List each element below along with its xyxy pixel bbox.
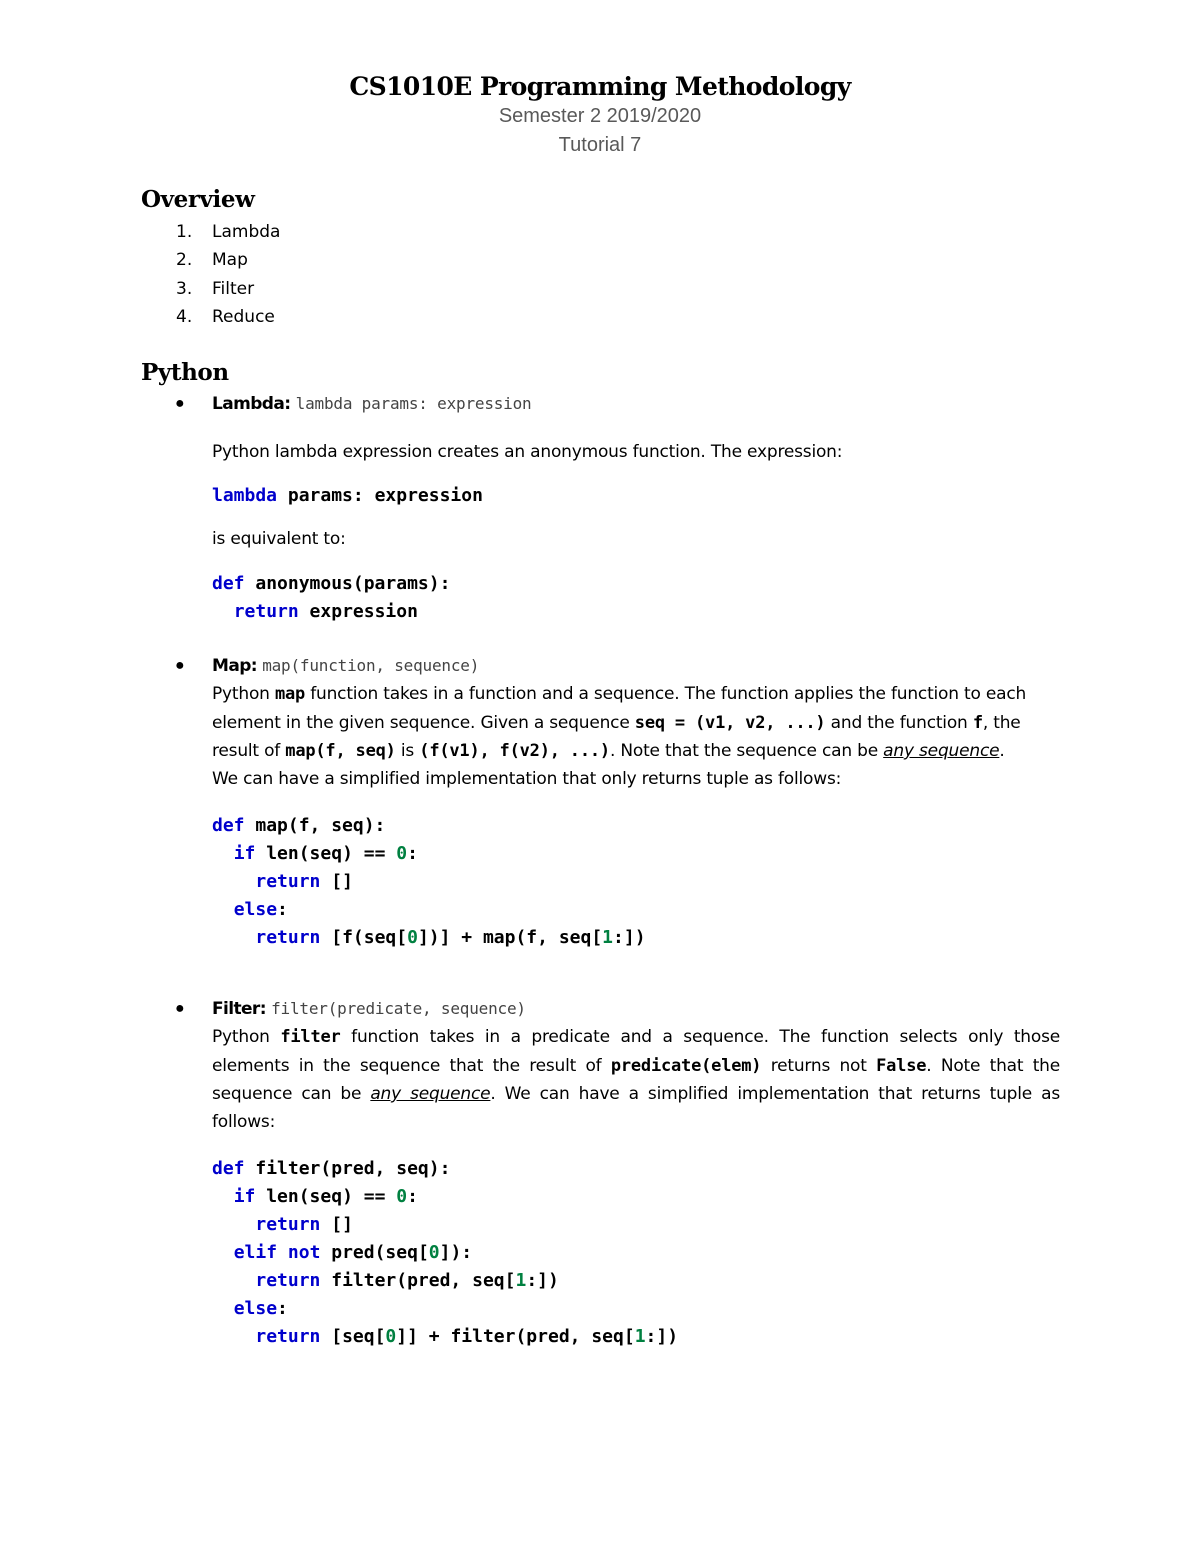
bullet-icon: ● [175,1000,185,1017]
lambda-description: Python lambda expression creates an anonymous function. The expression: [212,442,843,462]
map-title: Map: map(function, sequence) [212,656,480,676]
filter-desc-line-3: sequence can be any sequence. We can have a simplified implementation that returns tuple as [212,1084,1060,1104]
lambda-example-code: lambda params: expression [212,485,483,506]
python-heading: Python [141,359,229,386]
overview-heading: Overview [141,186,255,213]
map-desc-line-1: Python map function takes in a function and a sequence. The function applies the function to each [212,684,1027,704]
map-desc-line-4: We can have a simplified implementation that only returns tuple as follows: [212,769,842,789]
filter-desc-line-4: follows: [212,1112,276,1132]
page-title: CS1010E Programming Methodology [349,72,851,101]
map-desc-line-3: result of map(f, seq) is (f(v1), f(v2), ...). Note that the sequence can be any sequence. [212,741,1005,761]
filter-desc-line-2: elements in the sequence that the result of predicate(elem) returns not False. Note that the [212,1056,1061,1076]
tutorial-subtitle: Tutorial 7 [558,134,642,156]
filter-code-block: def filter(pred, seq): if len(seq) == 0: return [] elif not pred(seq[0]): return filter(pred, seq[1:]) else: return [seq[0]] + filter(pred, seq[1:]) [212,1158,679,1347]
semester-subtitle: Semester 2 2019/2020 [498,105,702,127]
filter-title: Filter: filter(predicate, sequence) [212,999,526,1019]
lambda-title: Lambda: lambda params: expression [212,394,532,414]
lambda-equivalent-text: is equivalent to: [212,529,346,549]
map-code-block: def map(f, seq): if len(seq) == 0: return [] else: return [f(seq[0])] + map(f, seq[1:]) [212,815,646,948]
map-desc-line-2: element in the given sequence. Given a sequence seq = (v1, v2, ...) and the function f, the [212,713,1021,733]
document-page: CS1010E Programming Methodology Semester 2 2019/2020 Tutorial 7 Overview 1. Lambda 2. Map 3. Filter 4. Reduce Python ● Lambda: lambda params: expression Python lambda expression creates an anonymous function. The expression: lambda params: expression is equivalent to: def anonymous(params): return expression ● Map: map(function, sequence) Python map function takes in a function and a sequence. The function applies the function to each element in the given sequence. Given a sequence seq = (v1, v2, ...) and the function f, the result of map(f, seq) is (f(v1), f(v2), ...). Note that the sequence can be any sequence. We can have a simplified implementation that only returns tuple as follows: def map(f, seq): if len(seq) == 0: return [] else: return [f(seq[0])] + map(f, seq[1:]) ● Filter: filter(predicate, sequence) Python filter function takes in a predicate and a sequence. The function selects only those elements in the sequence that the result of predicate(elem) returns not False. Note that the sequence can be any sequence. We can have a simplified implementation that returns tuple as follows: def filter(pred, seq): if len(seq) == 0: return [] elif not pred(seq[0]): return filter(pred, seq[1:]) else: return [seq[0]] + filter(pred, seq[1:]) [0,0,1200,1553]
filter-desc-line-1: Python filter function takes in a predicate and a sequence. The function selects only those [212,1027,1060,1047]
bullet-icon: ● [175,657,185,674]
lambda-def-code: def anonymous(params): return expression [212,573,451,622]
bullet-icon: ● [175,395,185,412]
